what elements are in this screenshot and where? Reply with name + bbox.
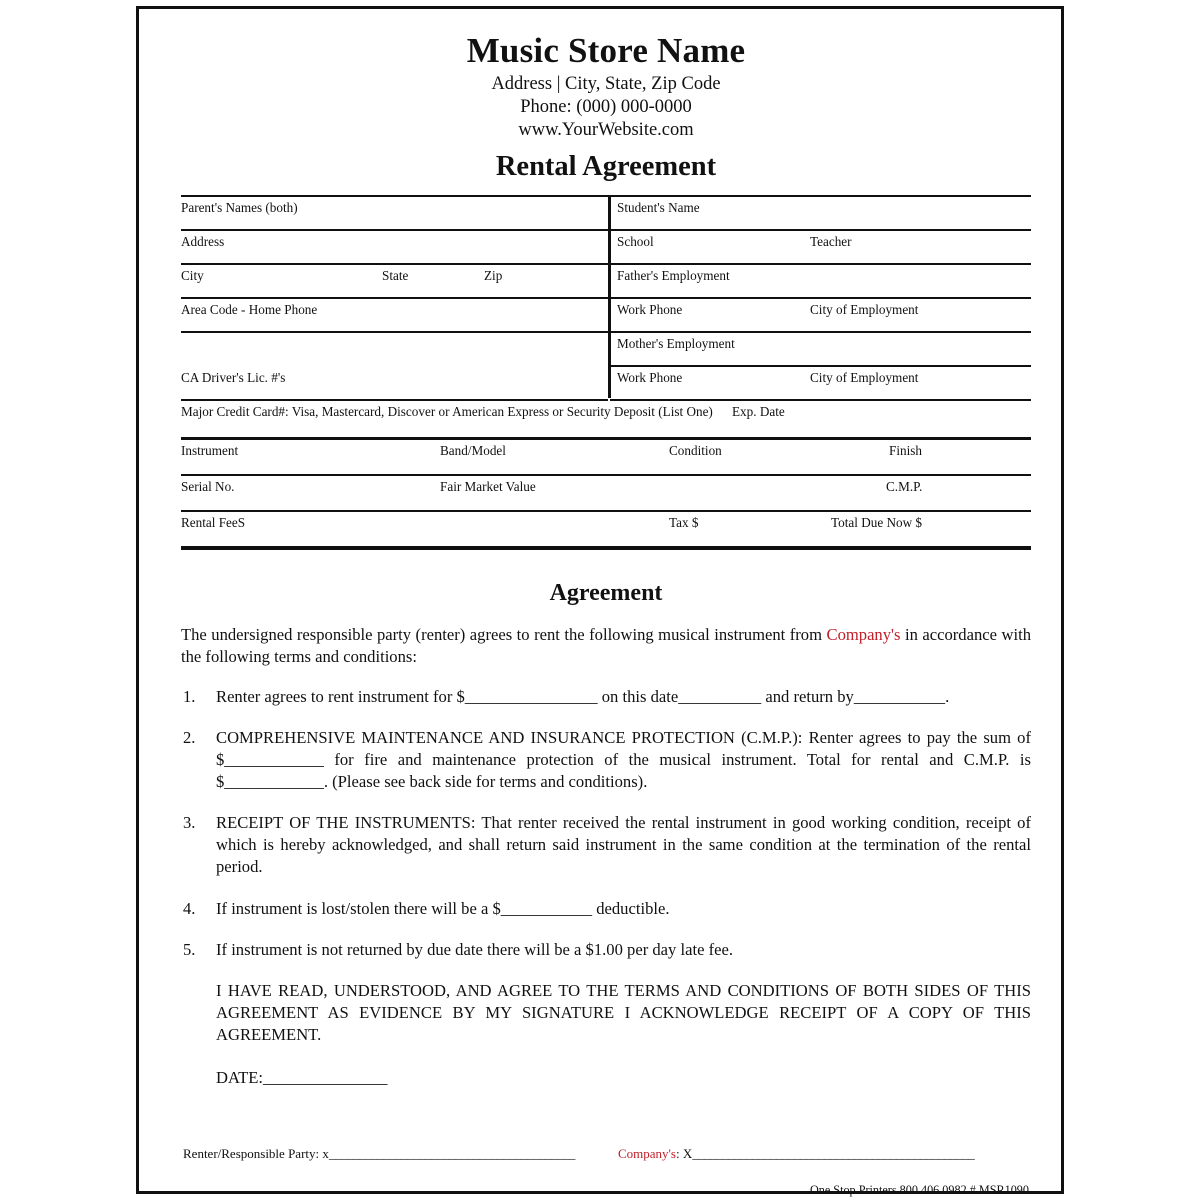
field-parents-names[interactable] [181,197,608,231]
printer-credit: One Stop Printers 800.406.0982 # MSR1090 [809,1183,1029,1197]
field-school-teacher[interactable] [610,231,1031,265]
document-title: Rental Agreement [495,150,717,182]
label-students-name: Student's Name [617,200,700,216]
date-field[interactable] [181,1068,1031,1088]
label-fathers-employment: Father's Employment [617,268,730,284]
store-phone: Phone: (000) 000-0000 [520,96,692,117]
label-school: School [617,234,654,250]
label-mothers-employment: Mother's Employment [617,336,735,352]
label-teacher: Teacher [810,234,852,250]
label-city-of-employment-father: City of Employment [810,302,919,318]
company-signature-label: Company's [618,1146,676,1161]
term-number: 5. [183,939,196,959]
form-row [181,265,1031,299]
label-cmp: C.M.P. [886,479,923,495]
acknowledgement-item [181,980,1031,1046]
customer-info-form [181,195,1031,550]
agreement-heading: Agreement [549,580,663,607]
term-text: If instrument is lost/stolen there will be a $___________ deductible. [216,898,670,918]
term-number: 1. [183,687,196,707]
field-students-name[interactable] [610,197,1031,231]
term-item [181,939,1031,961]
term-text: COMPREHENSIVE MAINTENANCE AND INSURANCE PROTECTION (C.M.P.): Renter agrees to pay the sum of $____________ for fire and maintenance protection of the musical instrument. Total for rental and C.M.P. is $____________. (Please see back side for terms and conditions). [216,728,1031,792]
term-item [181,812,1031,878]
field-instrument-details[interactable] [181,439,1031,476]
field-credit-card[interactable] [181,401,1031,439]
label-state: State [382,268,409,284]
company-signature-suffix: : X [675,1146,693,1161]
label-work-phone-mother: Work Phone [617,370,683,386]
letterhead [181,32,1031,183]
label-exp-date: Exp. Date [732,404,785,420]
acknowledgement-text: I HAVE READ, UNDERSTOOD, AND AGREE TO THE TERMS AND CONDITIONS OF BOTH SIDES OF THIS AGREEMENT AS EVIDENCE BY MY SIGNATURE I ACKNOWLEDGE RECEIPT OF A COPY OF THIS AGREEMENT. [216,980,1031,1044]
term-text: RECEIPT OF THE INSTRUMENTS: That renter received the rental instrument in good working condition, receipt of which is hereby acknowledged, and shall return said instrument in the same condition at the termination of the rental period. [216,813,1031,877]
label-parents-names: Parent's Names (both) [181,200,298,216]
terms-list [181,686,1031,1046]
form-row [181,333,1031,367]
label-finish: Finish [889,443,922,459]
company-placeholder: Company's [826,624,901,644]
label-band-model: Band/Model [440,443,506,459]
label-tax: Tax $ [669,515,699,531]
field-serial-value[interactable] [181,476,1031,512]
renter-signature-label: Renter/Responsible Party: x [183,1146,329,1161]
field-address[interactable] [181,231,608,265]
company-signature-rule: _______________________________________________ [692,1146,975,1161]
field-mothers-employment[interactable] [610,333,1031,367]
label-work-phone-father: Work Phone [617,302,683,318]
store-website: www.YourWebsite.com [518,119,694,140]
document-page [136,6,1064,1197]
store-address: Address | City, State, Zip Code [491,73,721,94]
intro-text-before: The undersigned responsible party (renter) agrees to rent the following musical instrument from [181,624,827,644]
term-text: If instrument is not returned by due date there will be a $1.00 per day late fee. [216,939,733,959]
label-city: City [181,268,204,284]
term-number: 2. [183,728,196,748]
label-zip: Zip [484,268,503,284]
label-city-of-employment-mother: City of Employment [810,370,919,386]
term-item [181,727,1031,793]
form-row [181,299,1031,333]
form-row [181,231,1031,265]
store-name: Music Store Name [466,31,746,70]
field-fathers-employment[interactable] [610,265,1031,299]
label-total-due-now: Total Due Now $ [831,515,923,531]
company-signature-field[interactable] [618,1146,974,1162]
label-address: Address [181,234,225,250]
label-area-code-home-phone: Area Code - Home Phone [181,302,318,318]
term-number: 4. [183,898,196,918]
term-text: Renter agrees to rent instrument for $________________ on this date__________ and return by___________. [216,687,950,707]
label-rental-fees: Rental FeeS [181,515,246,531]
form-row [181,197,1031,231]
field-fees[interactable] [181,512,1031,550]
form-row [181,367,1031,401]
renter-signature-rule: _________________________________________ [328,1146,575,1161]
field-blank-spacer [181,333,608,367]
label-instrument: Instrument [181,443,239,459]
term-number: 3. [183,813,196,833]
field-home-phone[interactable] [181,299,608,333]
label-ca-drivers-lic: CA Driver's Lic. #'s [181,370,286,386]
intro-text-after: in accordance with the following terms and conditions: [181,624,1031,667]
field-drivers-license[interactable] [181,367,608,401]
renter-signature-field[interactable] [183,1146,575,1162]
date-label: DATE:_______________ [216,1067,388,1087]
term-item [181,898,1031,920]
term-item [181,686,1031,708]
field-mother-work-phone[interactable] [610,367,1031,401]
agreement-intro [181,624,1031,668]
label-major-credit-card: Major Credit Card#: Visa, Mastercard, Discover or American Express or Security Deposit (List One) [181,404,713,420]
field-city-state-zip[interactable] [181,265,608,299]
label-serial-no: Serial No. [181,479,235,495]
label-condition: Condition [669,443,722,459]
label-fair-market-value: Fair Market Value [440,479,536,495]
field-father-work-phone[interactable] [610,299,1031,333]
